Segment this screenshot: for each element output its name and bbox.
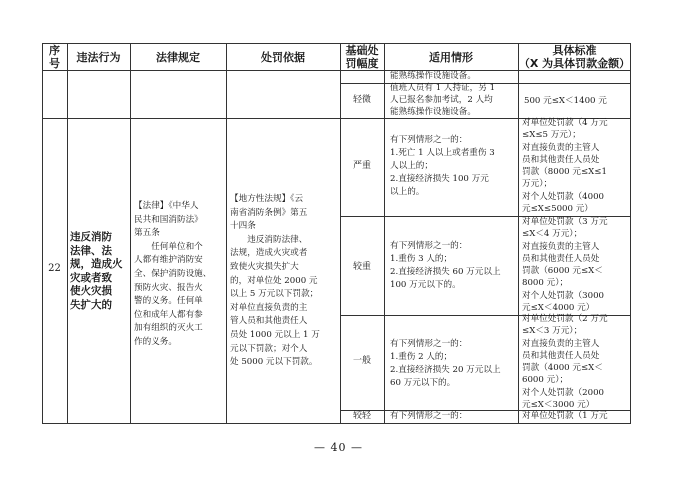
header-no: 序 号 <box>49 44 60 70</box>
col-divider <box>67 43 68 424</box>
prev-situation-continued: 能熟练操作设施设备。 <box>390 71 476 81</box>
range-serious: 较重 <box>352 262 371 272</box>
range-severe: 严重 <box>352 161 371 171</box>
standard-serious: 对单位处罚款（3 万元 ≤X＜4 万元）； 对直接负责的主管人 员和其他责任人员处 罚款（6000 元≤X＜ 8000 元）； 对个人处罚款（3000 元≤X＜4000 元） <box>522 217 608 314</box>
col-divider <box>384 43 385 424</box>
prev-situation-light: 值班人员有 1 人持证，另 1 人已报名参加考试，2 人均 能熟练操作设施设备。 <box>390 83 496 117</box>
situation-minor: 有下列情形之一的： <box>390 411 468 421</box>
situation-severe: 有下列情形之一的： 1.死亡 1 人以上或者重伤 3 人以上的； 2.直接经济损失 100 万元 以上的。 <box>390 135 495 197</box>
situation-general: 有下列情形之一的： 1.重伤 2 人的； 2.直接经济损失 20 万元以上 60 万元以下的。 <box>390 339 501 388</box>
range-general: 一般 <box>352 356 371 366</box>
prev-standard-light: 500 元≤X＜1400 元 <box>524 96 607 106</box>
header-basis: 处罚依据 <box>261 51 305 64</box>
standard-general: 对单位处罚款（2 万元 ≤X＜3 万元）； 对直接负责的主管人 员和其他责任人员处 罚款（4000 元≤X＜ 6000 元）； 对个人处罚款（2000 元≤X＜3000 元） <box>522 314 608 411</box>
range-minor: 较轻 <box>352 411 371 421</box>
standard-severe: 对单位处罚款（4 万元 ≤X≤5 万元）； 对直接负责的主管人 员和其他责任人员处 罚款（8000 元≤X≤1 万元）； 对个人处罚款（4000 元≤X≤5000 元） <box>522 118 608 215</box>
header-violation: 违法行为 <box>76 51 121 64</box>
basis-text: 【地方性法规】《云 南省消防条例》第五 十四条 违反消防法律、 法规，造成火灾或者 致使火灾损失扩大 的，对单位处 2000 元 以上 5 万元以下罚款； 对单位直接负责的主 管人员和其他责任人 员处 1000 元以上 1 万 元以下罚款；对个人 处 5000 元以下罚款。 <box>230 194 320 368</box>
row-number: 22 <box>48 263 61 274</box>
header-law: 法律规定 <box>156 51 200 64</box>
standard-minor: 对单位处罚款（1 万元 <box>522 411 608 421</box>
header-range: 基础处 罚幅度 <box>345 44 379 70</box>
col-divider <box>130 43 131 424</box>
situation-serious: 有下列情形之一的： 1.重伤 3 人的； 2.直接经济损失 60 万元以上 100 万元以下的。 <box>390 241 501 290</box>
header-situation: 适用情形 <box>429 51 473 64</box>
header-standard: 具体标准 （X 为具体罚款金额） <box>518 44 631 70</box>
law-text: 【法律】《中华人 民共和国消防法》 第五条 任何单位和个 人都有维护消防安 全、保护消防设施、 预防火灾、报告火 警的义务。任何单 位和成年人都有参 加有组织的灭火工 作的义务。 <box>134 201 212 347</box>
col-divider <box>518 43 519 424</box>
col-divider <box>226 43 227 424</box>
violation-text: 违反消防 法律、法 规，造成火 灾或者致 使火灾损 失扩大的 <box>70 231 123 311</box>
prev-range-light: 轻微 <box>352 95 371 105</box>
page-number: — 40 — <box>314 441 363 454</box>
